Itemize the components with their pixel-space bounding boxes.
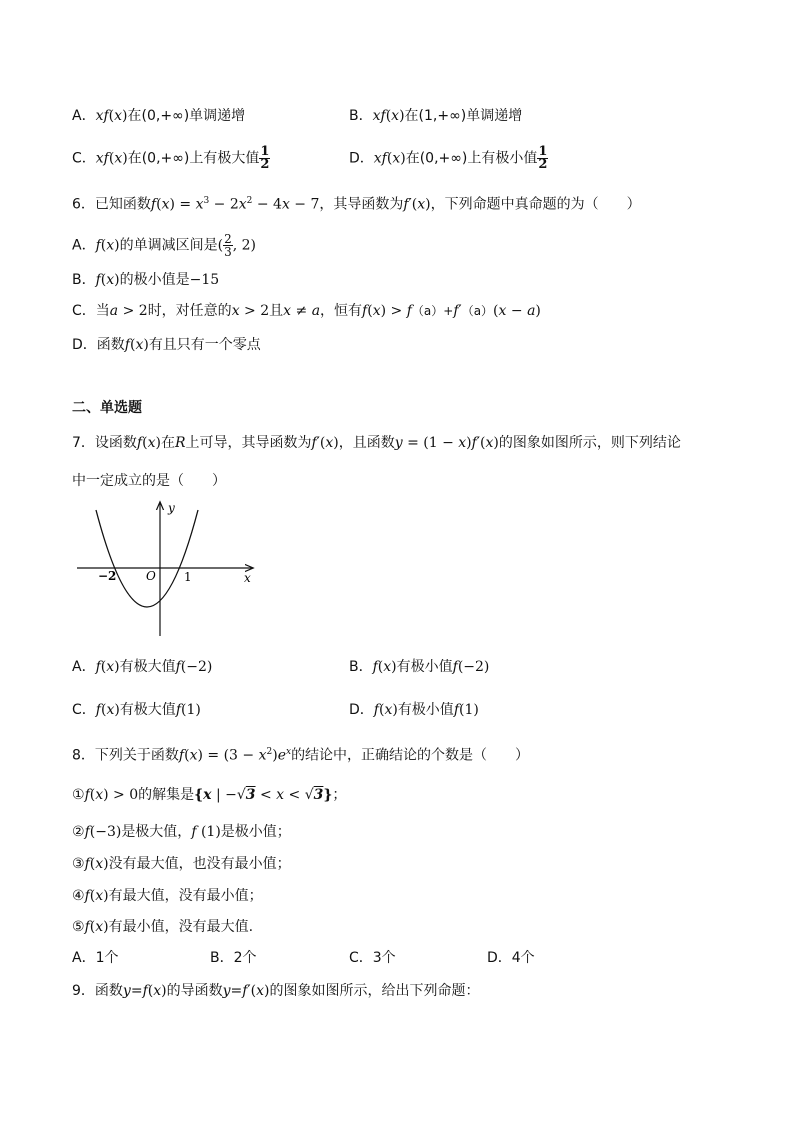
q5-option-c: C．xf(x)在(0,+∞)上有极大值 $\frac{1}{2}$ — [72, 144, 270, 172]
parabola-curve — [96, 510, 198, 607]
q7-graph — [72, 498, 262, 638]
section-title: 二、单选题 — [72, 400, 142, 416]
q8-item-5: ⑤f(x)有最小值，没有最大值. — [72, 919, 254, 935]
q7-stem-line1: 7．设函数f(x)在R上可导，其导函数为f′(x)，且函数y = (1 − x)f′(x)的图象如图所示，则下列结论 — [72, 435, 681, 451]
q8-item-1: ①f(x) > 0的解集是{x | −√3 < x < √3}； — [72, 787, 347, 803]
q7-stem-line2: 中一定成立的是（ ） — [72, 473, 226, 489]
q8-stem: 8．下列关于函数$f(x) = (3 - x^2)e^x$的结论中，正确结论的个数是（ ） — [72, 747, 530, 764]
q6-stem: 6．已知函数$f(x) = x^3 - 2x^2 - 4x - 7$，其导函数为f′(x)，下列命题中真命题的为（ ） — [72, 196, 641, 213]
q8-item-2: ②f(−3)是极大值，f (1)是极小值； — [72, 824, 291, 840]
q8-option-c: C．3个 — [349, 950, 396, 966]
tick-label-neg2: −2 — [98, 569, 117, 583]
origin-label: O — [146, 569, 156, 583]
q7-option-c: C．f(x)有极大值f(1) — [72, 702, 201, 718]
q9-stem: 9．函数y=f(x)的导函数y=f′(x)的图象如图所示，给出下列命题： — [72, 983, 480, 999]
x-axis-label: x — [244, 571, 251, 585]
q8-option-a: A．1个 — [72, 950, 119, 966]
q5-option-a: A．xf(x)在(0,+∞)单调递增 — [72, 108, 246, 124]
q6-option-a: A．f(x)的单调减区间是( $\frac{2}{3}$ , 2) — [72, 232, 256, 259]
q5-option-b: B．xf(x)在(1,+∞)单调递增 — [349, 108, 523, 124]
q8-option-b: B．2个 — [210, 950, 257, 966]
q6-option-c: C．当a > 2时，对任意的x > 2且x ≠ a，恒有f(x) > f（a）+f′（a）(x − a) — [72, 303, 541, 319]
y-axis-label: y — [168, 501, 175, 515]
q7-option-d: D．f(x)有极小值f(1) — [349, 702, 479, 718]
tick-label-1: 1 — [184, 570, 192, 584]
q6-option-d: D．函数f(x)有且只有一个零点 — [72, 337, 261, 353]
q5-option-d: D．xf(x)在(0,+∞)上有极小值 $\frac{1}{2}$ — [349, 144, 548, 172]
q7-option-b: B．f(x)有极小值f(−2) — [349, 659, 490, 675]
q8-item-3: ③f(x)没有最大值，也没有最小值； — [72, 856, 291, 872]
q8-item-4: ④f(x)有最大值，没有最小值； — [72, 888, 263, 904]
q8-option-d: D．4个 — [487, 950, 535, 966]
q7-option-a: A．f(x)有极大值f(−2) — [72, 659, 213, 675]
q6-option-b: B．f(x)的极小值是−15 — [72, 272, 220, 288]
